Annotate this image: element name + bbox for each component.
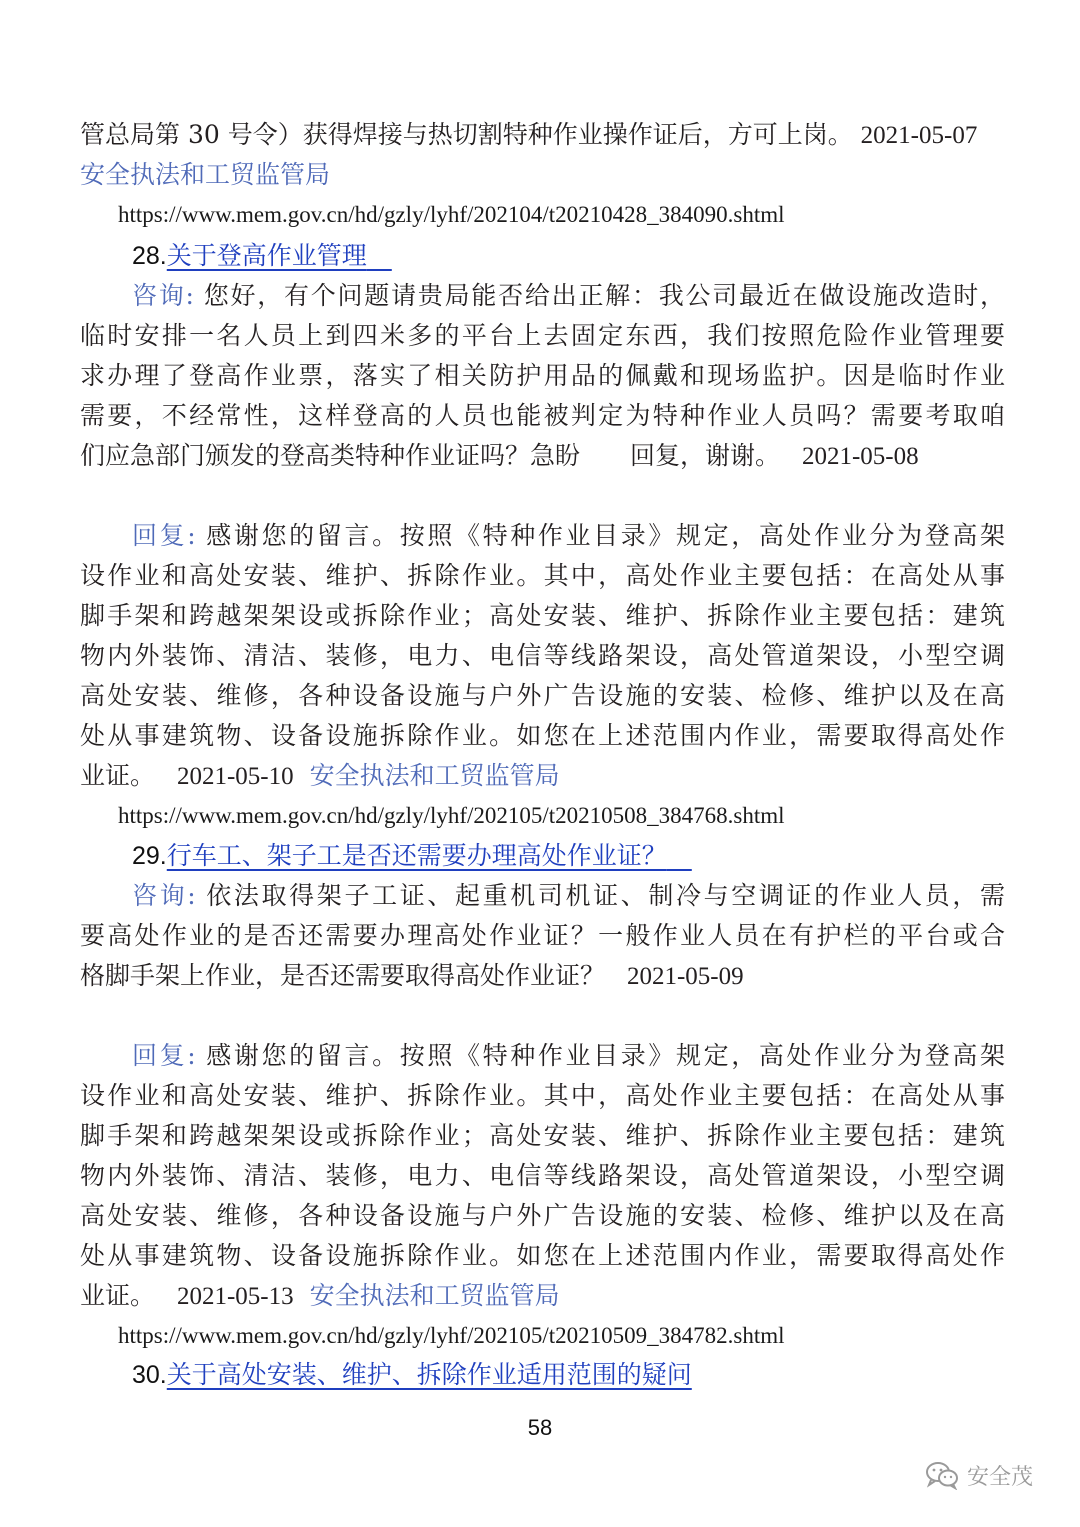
page-number: 58	[527, 1415, 553, 1440]
item-title-link[interactable]: 关于登高作业管理	[166, 241, 367, 270]
answer-text: 高处安装、维修，各种设备设施与户外广告设施的安装、检修、维护以及在高	[80, 1201, 1005, 1230]
url-text[interactable]: https://www.mem.gov.cn/hd/gzly/lyhf/202105/t20210508_384768.shtml	[118, 803, 785, 828]
date-text: 2021-05-13	[176, 1283, 294, 1310]
question-text: 依法取得架子工证、起重机司机证、制冷与空调证的作业人员，需	[206, 881, 1005, 910]
question-text: 您好，有个问题请贵局能否给出正解：我公司最近在做设施改造时，	[203, 281, 1005, 310]
answer-text: 感谢您的留言。按照《特种作业目录》规定，高处作业分为登高架	[206, 1041, 1005, 1070]
answer-text: 设作业和高处安装、维护、拆除作业。其中，高处作业主要包括：在高处从事	[80, 1081, 1005, 1110]
question-text: 们应急部门颁发的登高类特种作业证吗？急盼 回复，谢谢。	[80, 441, 781, 470]
source-text: 安全执法和工贸监管局	[309, 761, 560, 790]
answer-text: 物内外装饰、清洁、装修，电力、电信等线路架设，高处管道架设，小型空调	[80, 1161, 1005, 1190]
url-text[interactable]: https://www.mem.gov.cn/hd/gzly/lyhf/202104/t20210428_384090.shtml	[118, 202, 785, 227]
answer-line	[80, 1276, 1005, 1316]
item-heading-30	[132, 1355, 692, 1395]
question-line	[80, 956, 1005, 996]
url-text[interactable]: https://www.mem.gov.cn/hd/gzly/lyhf/202105/t20210509_384782.shtml	[118, 1323, 785, 1348]
answer-text: 脚手架和跨越架架设或拆除作业；高处安装、维护、拆除作业主要包括：建筑	[80, 1121, 1005, 1150]
wechat-icon	[925, 1460, 959, 1490]
paragraph-text: 管总局第 30 号令）获得焊接与热切割特种作业操作证后，方可上岗。	[80, 120, 853, 149]
answer-text: 高处安装、维修，各种设备设施与户外广告设施的安装、检修、维护以及在高	[80, 681, 1005, 710]
answer-text: 处从事建筑物、设备设施拆除作业。如您在上述范围内作业，需要取得高处作	[80, 1241, 1005, 1270]
question-text: 格脚手架上作业，是否还需要取得高处作业证？	[80, 961, 606, 990]
item-number: 28.	[132, 242, 167, 270]
question-text: 需要，不经常性，这样登高的人员也能被判定为特种作业人员吗？需要考取咱	[80, 401, 1005, 430]
item-number: 29.	[132, 842, 167, 870]
item-title-link[interactable]: 关于高处安装、维护、拆除作业适用范围的疑问	[166, 1360, 692, 1389]
paragraph-line	[80, 115, 1005, 155]
date-text: 2021-05-08	[801, 443, 919, 470]
question-text: 要高处作业的是否还需要办理高处作业证？一般作业人员在有护栏的平台或合	[80, 921, 1005, 950]
watermark	[925, 1455, 1033, 1495]
answer-text: 业证。	[80, 1281, 156, 1310]
question-label: 咨询:	[132, 881, 196, 910]
question-label: 咨询:	[132, 281, 194, 310]
watermark-text: 安全茂	[967, 1464, 1034, 1490]
answer-text: 处从事建筑物、设备设施拆除作业。如您在上述范围内作业，需要取得高处作	[80, 721, 1005, 750]
question-line	[132, 876, 1005, 916]
answer-text: 物内外装饰、清洁、装修，电力、电信等线路架设，高处管道架设，小型空调	[80, 641, 1005, 670]
answer-text: 感谢您的留言。按照《特种作业目录》规定，高处作业分为登高架	[206, 521, 1005, 550]
item-number: 30.	[132, 1361, 167, 1389]
answer-line	[80, 756, 1005, 796]
answer-text: 设作业和高处安装、维护、拆除作业。其中，高处作业主要包括：在高处从事	[80, 561, 1005, 590]
source-text: 安全执法和工贸监管局	[309, 1281, 560, 1310]
answer-line	[132, 516, 1005, 556]
item-heading-28	[132, 236, 392, 276]
question-text: 临时安排一名人员上到四米多的平台上去固定东西，我们按照危险作业管理要	[80, 321, 1005, 350]
question-text: 求办理了登高作业票，落实了相关防护用品的佩戴和现场监护。因是临时作业	[80, 361, 1005, 390]
question-line	[132, 276, 1005, 316]
answer-text: 脚手架和跨越架架设或拆除作业；高处安装、维护、拆除作业主要包括：建筑	[80, 601, 1005, 630]
source-text: 安全执法和工贸监管局	[80, 160, 331, 189]
answer-line	[132, 1036, 1005, 1076]
date-text: 2021-05-10	[176, 763, 294, 790]
answer-label: 回复:	[132, 521, 196, 550]
question-line	[80, 436, 1005, 476]
item-title-link[interactable]: 行车工、架子工是否还需要办理高处作业证？	[166, 841, 667, 870]
answer-text: 业证。	[80, 761, 156, 790]
answer-label: 回复:	[132, 1041, 196, 1070]
date-text: 2021-05-09	[626, 963, 744, 990]
item-heading-29	[132, 836, 692, 876]
date-text: 2021-05-07	[860, 122, 978, 149]
